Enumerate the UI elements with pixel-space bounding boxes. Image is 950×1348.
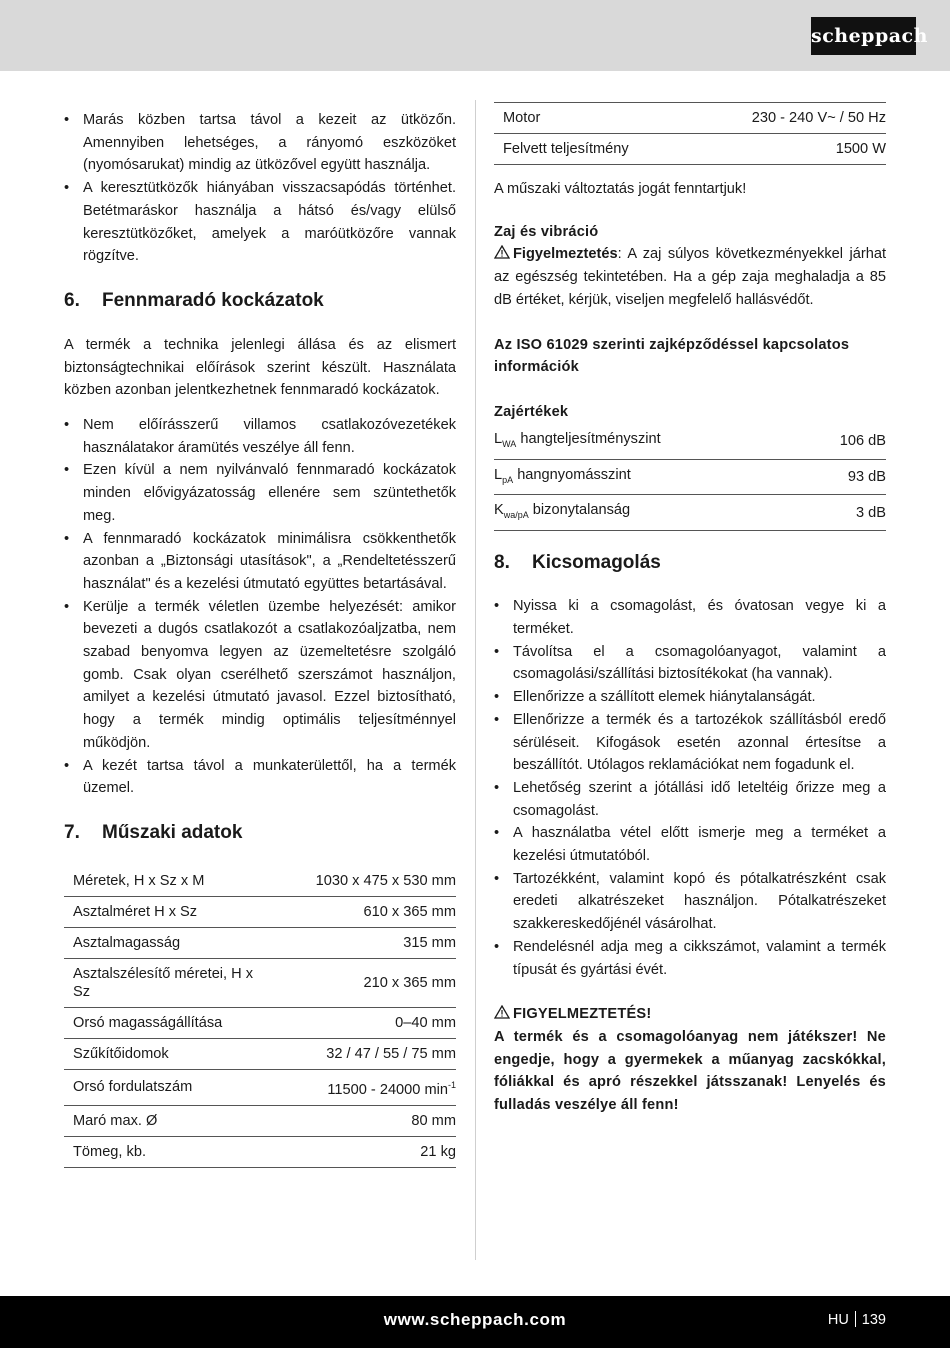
table-row: $K_{wa/pA}$ bizonytalanság 3 dB: [494, 495, 886, 531]
table-row: Maró max. Ø 80 mm: [64, 1105, 456, 1136]
table-row: Szűkítőidomok 32 / 47 / 55 / 75 mm: [64, 1038, 456, 1069]
table-row: Felvett teljesítmény 1500 W: [494, 134, 886, 165]
warning-icon: [494, 1005, 510, 1019]
list-item: • Nem előírásszerű villamos csatlakozóvezetékek használatakor áramütés veszélye áll fenn.: [64, 417, 456, 456]
list-item: • A használatba vétel előtt ismerje meg a terméket a kezelési útmutatóból.: [494, 825, 886, 865]
list-item: • Marás közben tartsa távol a kezeit az ütközőn. Amennyiben lehetséges, a rányomó eszközöket (nyomósarukat) mindig az ütközővel együtt használja.: [64, 112, 456, 174]
bullet-list-unpacking: [494, 595, 886, 981]
website-link[interactable]: www.scheppach.com: [383, 1310, 567, 1329]
final-warning-text: A termék és a csomagolóanyag nem játékszer! Ne engedje, hogy a gyermekek a műanyag zacskókkal, fóliákkal és apró részekkel játsszanak! Lenyelés és fulladás veszélye áll fenn!: [494, 1029, 886, 1114]
noise-title: Zaj és vibráció: [494, 223, 599, 240]
final-warning: [494, 1003, 886, 1117]
list-item: • A keresztütközők hiányában visszacsapódás történhet. Betétmaráskor használja a hátsó és/vagy elülső keresztütközőket, amelyek a maróütközőre vannak rögzítve.: [64, 180, 456, 265]
noise-warning: Figyelmeztetés: A zaj súlyos következményekkel járhat az egészség tekintetében. Ha a gép zaja meghaladja a 85 dB értéket, kérjük, viseljen megfelelő hallásvédőt.: [494, 246, 886, 308]
list-item: • Lehetőség szerint a jótállási idő leteltéig őrizze meg a csomagolást.: [494, 779, 886, 819]
table-row: Orsó fordulatszám 11500 - 24000 $\min^{-1}$: [64, 1069, 456, 1105]
brand-logo: scheppach: [811, 17, 916, 55]
section-6-intro: A termék a technika jelenlegi állása és az elismert biztonságtechnikai előírások szerint készült. Használata közben azonban jelentkezhetnek fennmaradó kockázatok.: [64, 336, 456, 399]
bullet-list-top: [64, 109, 456, 268]
right-column: [494, 102, 886, 1117]
page-number: HU 139: [827, 1312, 886, 1328]
list-item: • Ellenőrizze a szállított elemek hiánytalanságát.: [494, 689, 816, 706]
table-row: Motor 230 - 240 V~ / 50 Hz: [494, 103, 886, 134]
iso-title: Az ISO 61029 szerinti zajképződéssel kapcsolatos információk: [494, 336, 850, 376]
final-warning-label: FIGYELMEZTETÉS!: [513, 1006, 652, 1023]
noise-values-title: Zajértékek: [494, 403, 569, 420]
change-note: A műszaki változtatás jogát fenntartjuk!: [494, 181, 747, 197]
list-item: • Ellenőrizze a termék és a tartozékok szállításból eredő sérüléseit. Kifogások esetén azonnal értesítse a beszállítót. Utólagos reklamációkat nem fogadunk el.: [494, 711, 886, 774]
column-divider: [475, 100, 476, 1260]
list-item: • Nyissa ki a csomagolást, és óvatosan vegye ki a terméket.: [494, 598, 886, 638]
list-item: • Rendelésnél adja meg a cikkszámot, valamint a termék típusát és gyártási évét.: [494, 938, 886, 978]
table-row: Orsó magasságállítása 0–40 mm: [64, 1007, 456, 1038]
motor-table: [494, 102, 886, 165]
section-6-heading: 6. Fennmaradó kockázatok: [64, 289, 324, 311]
list-item: • Távolítsa el a csomagolóanyagot, valamint a csomagolási/szállítási biztosítékokat (ha vannak).: [494, 643, 886, 683]
table-row: $L_{pA}$ hangnyomásszint 93 dB: [494, 459, 886, 495]
table-row: Asztalszélesítő méretei, H x Sz 210 x 365 mm: [64, 958, 456, 1007]
table-row: Asztalmagasság 315 mm: [64, 927, 456, 958]
list-item: • A fennmaradó kockázatok minimálisra csökkenthetők azonban a „Biztonsági utasítások", a „Rendeltetésszerű használat" és a kezelési útmutató együttes betartásával.: [64, 530, 456, 592]
left-column: [64, 102, 456, 1168]
warning-icon: [494, 245, 510, 259]
list-item: • Tartozékként, valamint kopó és pótalkatrészként csak eredeti alkatrészeket használjon. Pótalkatrészeket szakkereskedőjénél vásárolhat.: [494, 870, 886, 933]
bullet-list-risks: [64, 414, 456, 800]
list-item: • A kezét tartsa távol a munkaterülettől, ha a termék üzemel.: [64, 757, 456, 797]
table-row: Asztalméret H x Sz 610 x 365 mm: [64, 896, 456, 927]
section-8-heading: 8. Kicsomagolás: [494, 552, 661, 574]
header-bar: [0, 0, 950, 71]
table-row: Tömeg, kb. 21 kg: [64, 1136, 456, 1167]
footer-bar: [0, 1296, 950, 1348]
list-item: • Ezen kívül a nem nyilvánvaló fennmaradó kockázatok minden elővigyázatosság ellenére sem szüntethetők meg.: [64, 462, 456, 524]
technical-data-table: [64, 866, 456, 1168]
section-7-heading: 7. Műszaki adatok: [64, 821, 243, 843]
list-item: • Kerülje a termék véletlen üzembe helyezését: amikor bevezeti a dugós csatlakozót a csatlakozóaljzatba, nem szabad benyomva legyen az üzemeltetésre szolgáló gomb. Csak olyan cserélhető szerszámot használjon, amilyet a kezelési útmutató javasol. Ezzel biztosítható, hogy a termék mindig optimális teljesítménnyel működjön.: [64, 598, 456, 751]
table-row: $L_{WA}$ hangteljesítményszint 106 dB: [494, 424, 886, 459]
noise-values-table: [494, 424, 886, 532]
table-row: Méretek, H x Sz x M 1030 x 475 x 530 mm: [64, 866, 456, 897]
